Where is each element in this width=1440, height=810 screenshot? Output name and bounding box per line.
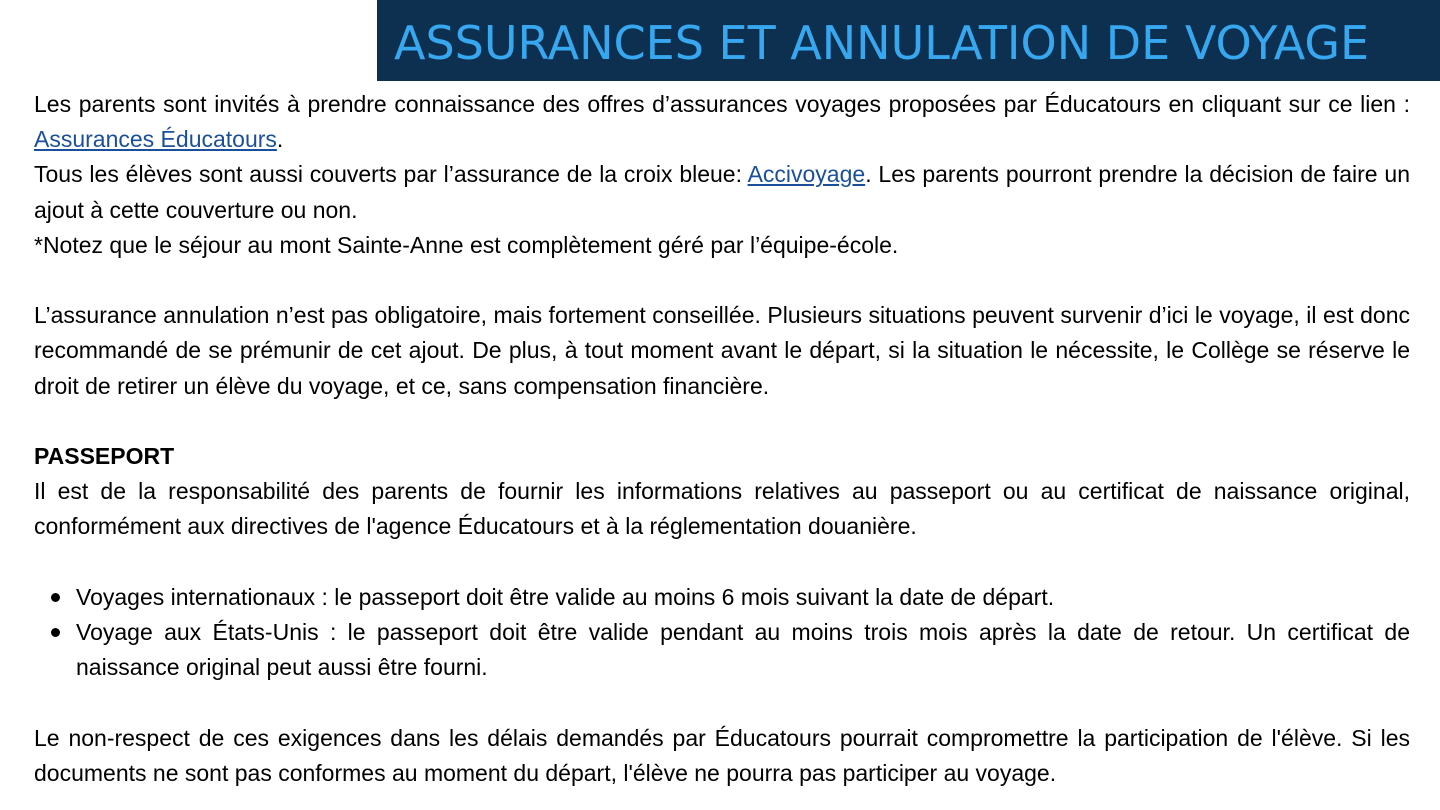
accivoyage-link[interactable]: Accivoyage xyxy=(747,161,866,188)
page-title: ASSURANCES ET ANNULATION DE VOYAGE xyxy=(394,15,1370,70)
title-banner xyxy=(377,0,1440,81)
insurance-offers-text-end: . xyxy=(276,126,284,153)
usa-travel-requirement: Voyage aux États-Unis : le passeport doit être valide pendant au moins trois mois après la date de retour. Un certificat de naissance original peut aussi être fourni. xyxy=(76,619,1410,681)
passport-heading: PASSEPORT xyxy=(34,443,175,469)
non-compliance-paragraph: Le non-respect de ces exigences dans les délais demandés par Éducatours pourrait compromettre la participation de l'élève. Si les documents ne sont pas conformes au moment du départ, l'élève ne pourra pas participer au voyage. xyxy=(34,724,1410,786)
list-item xyxy=(34,580,1410,615)
cancellation-paragraph: L’assurance annulation n’est pas obligatoire, mais fortement conseillée. Plusieurs situations peuvent survenir d’ici le voyage, il est donc recommandé de se prémunir de cet ajout. De plus, à tout moment avant le départ, si la situation le nécessite, le Collège se réserve le droit de retirer un élève du voyage, et ce, sans compensation financière. xyxy=(34,302,1410,399)
blue-cross-text-end: . Les parents pourront prendre la décision de faire un ajout à cette couverture ou non. xyxy=(34,161,1410,223)
mont-sainte-anne-note: *Notez que le séjour au mont Sainte-Anne est complètement géré par l’équipe-école. xyxy=(34,231,899,258)
international-travel-requirement: Voyages internationaux : le passeport doit être valide au moins 6 mois suivant la date de départ. xyxy=(76,583,1055,610)
passport-intro-paragraph: Il est de la responsabilité des parents de fournir les informations relatives au passeport ou au certificat de naissance original, conformément aux directives de l'agence Éducatours et à la réglementation douanière. xyxy=(34,478,1410,540)
passport-requirements-list xyxy=(34,580,1410,686)
bullet-icon xyxy=(51,628,60,637)
spacer xyxy=(34,685,1410,720)
list-item xyxy=(34,615,1410,685)
bullet-icon xyxy=(51,593,60,602)
insurance-offers-text: Les parents sont invités à prendre connaissance des offres d’assurances voyages proposées par Éducatours en cliquant sur ce lien : xyxy=(34,91,1410,117)
educatours-insurance-link[interactable]: Assurances Éducatours xyxy=(34,126,277,153)
document-body xyxy=(34,87,1410,791)
insurance-offers-paragraph xyxy=(34,87,1410,157)
blue-cross-text: Tous les élèves sont aussi couverts par l’assurance de la croix bleue: xyxy=(34,161,748,188)
blue-cross-paragraph xyxy=(34,157,1410,227)
spacer xyxy=(34,404,1410,439)
spacer xyxy=(34,545,1410,580)
spacer xyxy=(34,263,1410,298)
